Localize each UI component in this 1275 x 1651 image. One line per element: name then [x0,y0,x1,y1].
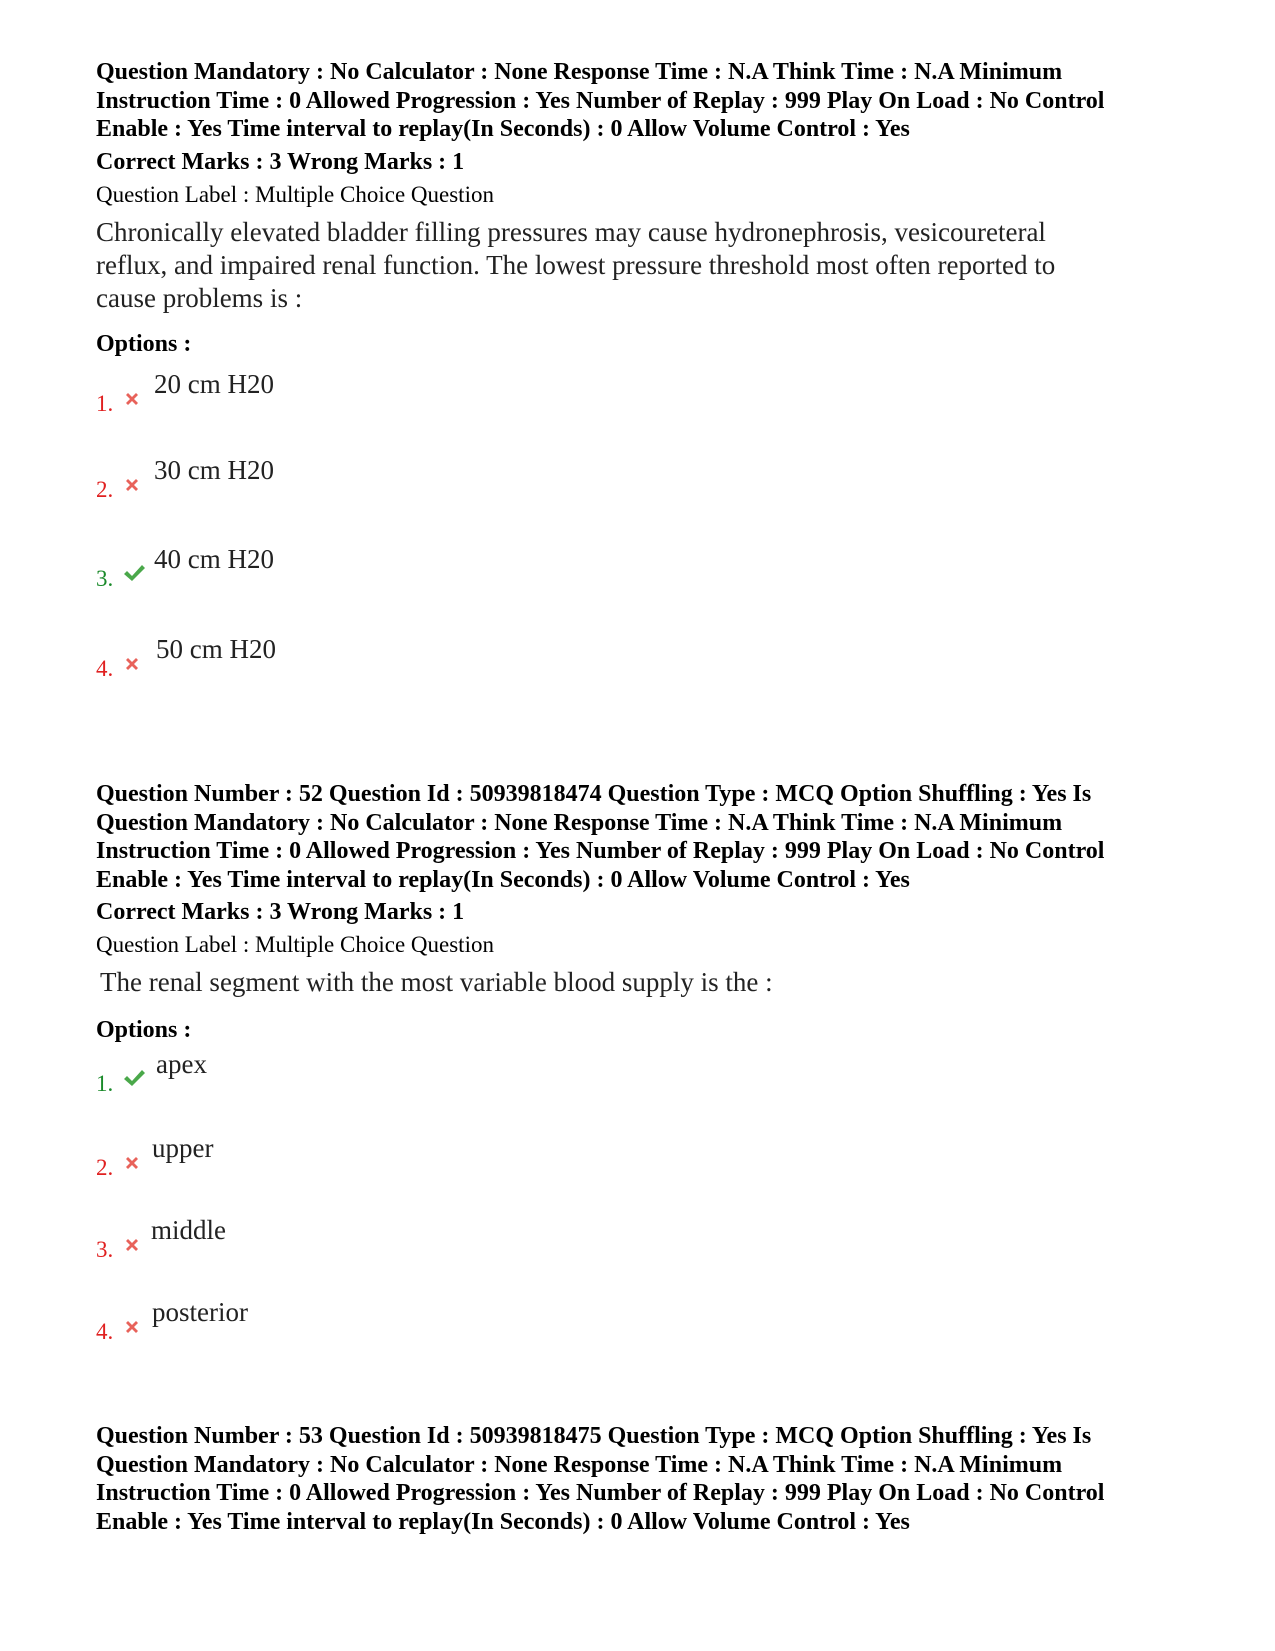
option-number: 2. [96,1155,114,1180]
cross-icon [122,475,142,495]
meta-line: Question Mandatory : No Calculator : None Response Time : N.A Think Time : N.A Minimum [96,809,1063,836]
option-number: 1. [96,1071,114,1096]
option-item [96,455,696,545]
question-block-53 [96,1422,1176,1536]
meta-line: Enable : Yes Time interval to replay(In Seconds) : 0 Allow Volume Control : Yes [96,866,910,893]
option-item [96,634,696,724]
option-number: 3. [96,1237,114,1262]
option-text: 50 cm H20 [156,633,276,664]
options-list [96,1049,1176,1379]
cross-icon [122,1317,142,1337]
question-meta [96,1422,1176,1536]
question-text [100,966,1176,999]
options-heading: Options : [96,1017,192,1043]
meta-line: Enable : Yes Time interval to replay(In Seconds) : 0 Allow Volume Control : Yes [96,1508,910,1535]
option-text: 20 cm H20 [154,368,274,399]
question-text-line: cause problems is : [96,282,303,313]
meta-line: Enable : Yes Time interval to replay(In Seconds) : 0 Allow Volume Control : Yes [96,116,910,142]
option-number: 2. [96,476,114,502]
option-item [96,544,696,634]
option-item [96,1215,696,1305]
meta-line: Question Mandatory : No Calculator : None Response Time : N.A Think Time : N.A Minimum [96,59,1063,85]
cross-icon [122,1235,142,1255]
question-text-line: reflux, and impaired renal function. The lowest pressure threshold most often reported to [96,249,1056,280]
cross-icon [122,1153,142,1173]
question-text-line: Chronically elevated bladder filling pressures may cause hydronephrosis, vesicoureteral [96,216,1046,247]
marks-line: Correct Marks : 3 Wrong Marks : 1 [96,148,465,175]
question-meta [96,58,1176,144]
options-list [96,369,1176,721]
cross-icon [122,654,142,674]
option-item [96,1133,696,1223]
question-block-52 [96,780,1176,1379]
option-item [96,369,696,459]
option-number: 1. [96,390,114,416]
meta-line: Question Number : 53 Question Id : 50939818475 Question Type : MCQ Option Shuffling : Yes Is [96,1423,1092,1449]
options-heading: Options : [96,330,192,357]
option-text: middle [151,1215,226,1245]
option-text: upper [152,1133,214,1163]
meta-line: Instruction Time : 0 Allowed Progression : Yes Number of Replay : 999 Play On Load : No Control [96,1480,1105,1506]
meta-line: Instruction Time : 0 Allowed Progression : Yes Number of Replay : 999 Play On Load : No Control [96,87,1105,114]
question-text-line: The renal segment with the most variable blood supply is the : [100,967,773,997]
cross-icon [122,389,142,409]
option-text: posterior [152,1297,248,1327]
meta-line: Question Number : 52 Question Id : 50939818474 Question Type : MCQ Option Shuffling : Yes Is [96,781,1092,807]
question-label: Question Label : Multiple Choice Question [96,181,494,207]
option-number: 4. [96,1319,114,1344]
check-icon [122,562,146,584]
marks-line: Correct Marks : 3 Wrong Marks : 1 [96,899,465,925]
option-item [96,1297,696,1387]
meta-line: Instruction Time : 0 Allowed Progression : Yes Number of Replay : 999 Play On Load : No Control [96,838,1105,864]
question-text [96,216,1176,315]
option-number: 4. [96,655,114,681]
option-text: 30 cm H20 [154,454,274,485]
check-icon [122,1067,146,1089]
question-block-51 [96,58,1176,721]
question-label: Question Label : Multiple Choice Question [96,932,494,957]
question-meta [96,780,1176,894]
option-text: apex [156,1049,207,1079]
document-page [96,58,1176,1535]
option-item [96,1049,696,1139]
option-text: 40 cm H20 [154,543,274,574]
meta-line: Question Mandatory : No Calculator : None Response Time : N.A Think Time : N.A Minimum [96,1451,1063,1478]
option-number: 3. [96,565,114,591]
